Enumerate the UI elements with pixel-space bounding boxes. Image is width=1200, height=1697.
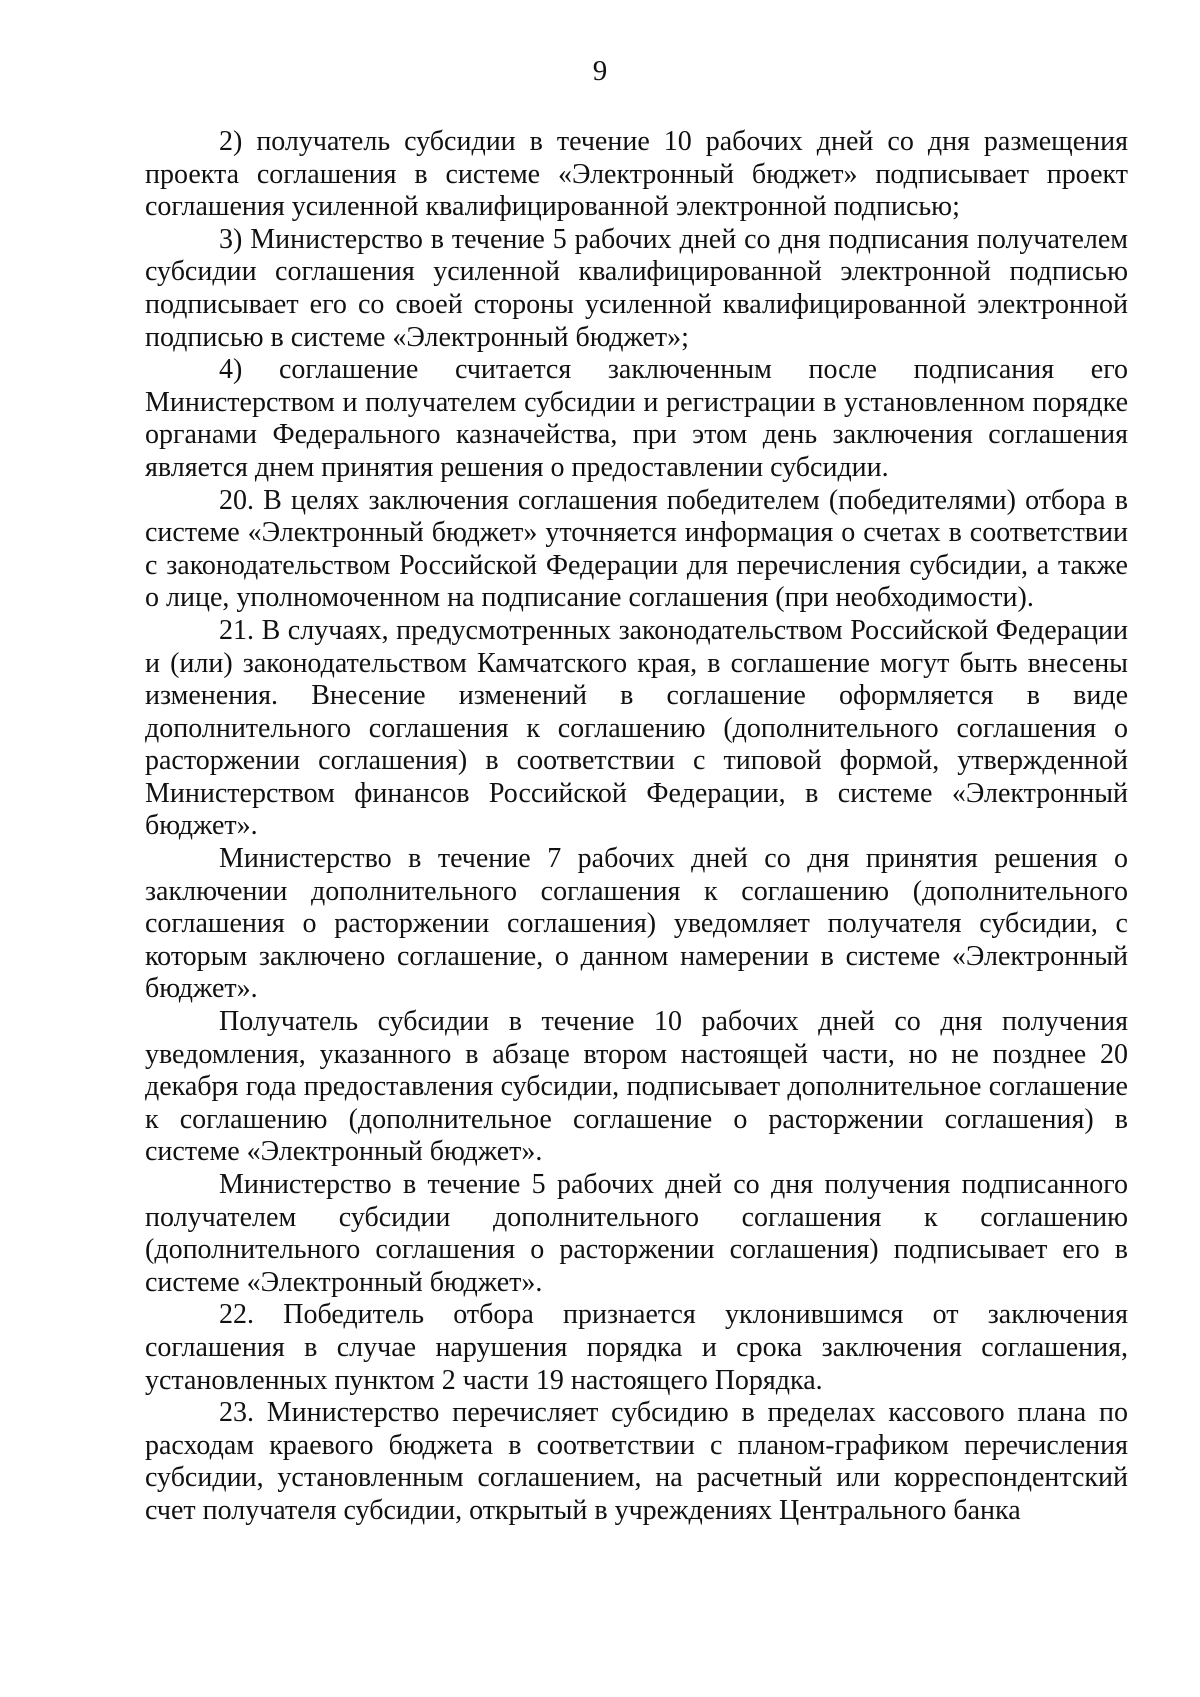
paragraph-20: 20. В целях заключения соглашения победителем (победителями) отбора в системе «Электронный бюджет» уточняется информация о счетах в соответствии с законодательством Российской Федерации для перечисления субсидии, а также о лице, уполномоченном на подписание соглашения (при необходимости). [145,484,1128,614]
paragraph-21-ministry: Министерство в течение 5 рабочих дней со дня получения подписанного получателем субсидии дополнительного соглашения к соглашению (дополнительного соглашения о расторжении соглашения) подписывает его в системе «Электронный бюджет». [145,1169,1128,1298]
paragraph-21-notice: Министерство в течение 7 рабочих дней со дня принятия решения о заключении дополнительного соглашения к соглашению (дополнительного соглашения о расторжении соглашения) уведомляет получателя субсидии, с которым заключено соглашение, о данном намерении в системе «Электронный бюджет». [145,843,1128,1005]
document-body [145,126,1128,1528]
paragraph-19-2: 2) получатель субсидии в течение 10 рабочих дней со дня размещения проекта соглашения в системе «Электронный бюджет» подписывает проект соглашения усиленной квалифицированной электронной подписью; [145,126,1128,223]
paragraph-21: 21. В случаях, предусмотренных законодательством Российской Федерации и (или) законодательством Камчатского края, в соглашение могут быть внесены изменения. Внесение изменений в соглашение оформляется в виде дополнительного соглашения к соглашению (дополнительного соглашения о расторжении соглашения) в соответствии с типовой формой, утвержденной Министерством финансов Российской Федерации, в системе «Электронный бюджет». [145,614,1128,842]
page-number: 9 [592,55,608,87]
paragraph-21-recipient: Получатель субсидии в течение 10 рабочих дней со дня получения уведомления, указанного в абзаце втором настоящей части, но не позднее 20 декабря года предоставления субсидии, подписывает дополнительное соглашение к соглашению (дополнительное соглашение о расторжении соглашения) в системе «Электронный бюджет». [145,1006,1128,1168]
paragraph-23: 23. Министерство перечисляет субсидию в пределах кассового плана по расходам краевого бюджета в соответствии с планом-графиком перечисления субсидии, установленным соглашением, на расчетный или корреспондентский счет получателя субсидии, открытый в учреждениях Центрального банка [145,1397,1128,1526]
paragraph-22: 22. Победитель отбора признается уклонившимся от заключения соглашения в случае нарушения порядка и срока заключения соглашения, установленных пунктом 2 части 19 настоящего Порядка. [145,1299,1128,1396]
paragraph-19-3: 3) Министерство в течение 5 рабочих дней со дня подписания получателем субсидии соглашения усиленной квалифицированной электронной подписью подписывает его со своей стороны усиленной квалифицированной электронной подписью в системе «Электронный бюджет»; [145,223,1128,353]
paragraph-19-4: 4) соглашение считается заключенным после подписания его Министерством и получателем субсидии и регистрации в установленном порядке органами Федерального казначейства, при этом день заключения соглашения является днем принятия решения о предоставлении субсидии. [145,354,1128,483]
